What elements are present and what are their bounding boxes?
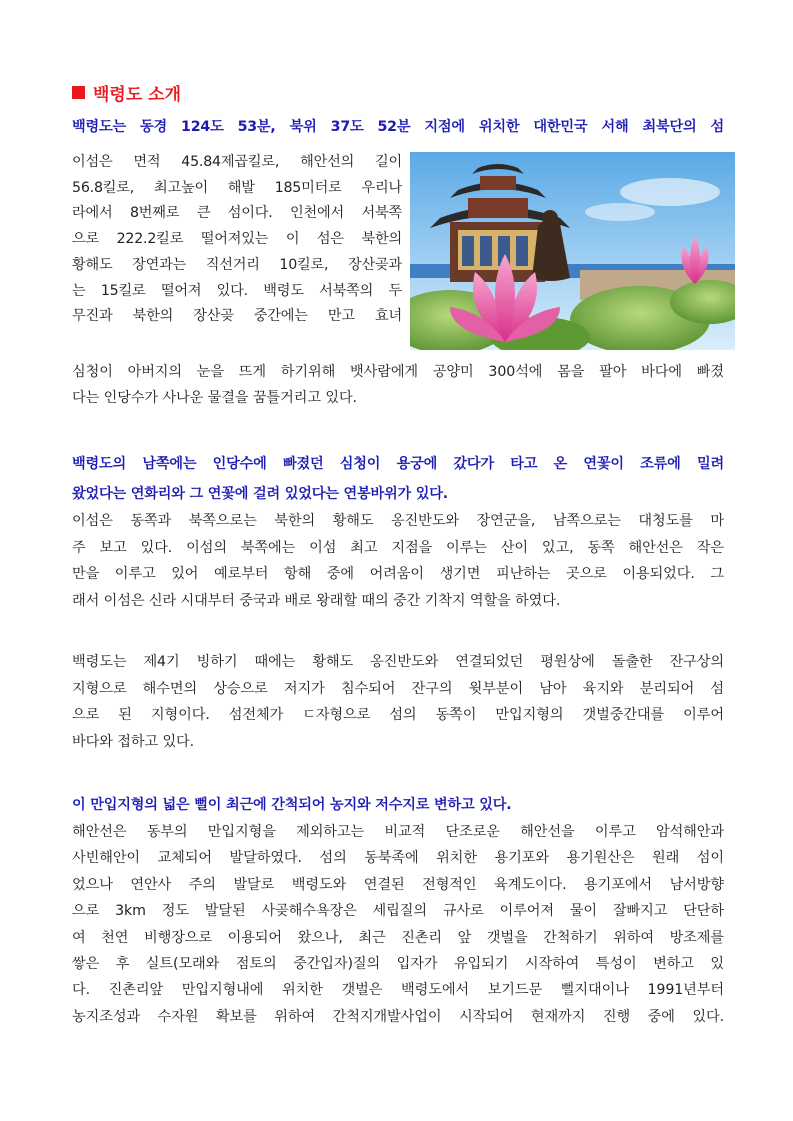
intro-line: 56.8킬로, 최고높이 해발 185미터로 우리나 xyxy=(72,179,402,196)
text-line: 었으나 연안사 주의 발달로 백령도와 연결된 전형적인 육계도이다. 용기포에서 남서방향 xyxy=(72,876,724,893)
text-line: 사빈해안이 교체되어 발달하였다. 섬의 동북족에 위치한 용기포와 용기원산은 원래 섬이 xyxy=(72,850,724,867)
intro-line: 는 15킬로 떨어져 있다. 백령도 서북쪽의 두 xyxy=(72,282,402,299)
text-line: 으로 3km 정도 발달된 사곶해수욕장은 세립질의 규사로 이루어져 물이 잘빠지고 단단하 xyxy=(72,903,724,920)
bullet-square-icon xyxy=(72,86,85,99)
text-line: 다. 진촌리앞 만입지형내에 위치한 갯벌은 백령도에서 보기드문 뻘지대이나 1991년부터 xyxy=(72,982,724,999)
subheading-reclamation xyxy=(72,792,724,818)
text-line: 심청이 아버지의 눈을 뜨게 하기위해 뱃사람에게 공양미 300석에 몸을 팔아 바다에 빠졌 xyxy=(72,364,724,380)
text-line: 만을 이루고 있어 예로부터 항해 중에 어려움이 생기면 피난하는 곳으로 이용되었다. 그 xyxy=(72,566,724,582)
text-line: 농지조성과 수자원 확보를 위하여 간척지개발사업이 시작되어 현재까지 진행 중에 있다. xyxy=(72,1008,724,1025)
text-line: 이섬은 동쪽과 북쪽으로는 북한의 황해도 옹진반도와 장연군을, 남쪽으로는 대청도를 마 xyxy=(72,513,724,529)
paragraph-formation xyxy=(72,649,724,755)
text-line: 여 천연 비행장으로 이용되어 왔으나, 최근 진촌리 앞 갯벌을 간척하기 위하여 방조제를 xyxy=(72,929,724,946)
paragraph-coastline xyxy=(72,819,724,1030)
subheading-line: 이 만입지형의 넓은 뻘이 최근에 간척되어 농지와 저수지로 변하고 있다. xyxy=(72,797,512,813)
pavilion-lotus-illustration xyxy=(410,152,735,350)
text-line: 해안선은 동부의 만입지형을 제외하고는 비교적 단조로운 해안선을 이루고 암석해안과 xyxy=(72,824,724,840)
intro-line: 무진과 북한의 장산곶 중간에는 만고 효녀 xyxy=(72,308,402,325)
subheading-line: 백령도의 남쪽에는 인당수에 빠졌던 심청이 용궁에 갔다가 타고 온 연꽃이 조류에 밀려 xyxy=(72,456,724,472)
paragraph-geography xyxy=(72,508,724,614)
pavilion-lotus-photo xyxy=(410,152,735,350)
intro-paragraph xyxy=(72,150,402,330)
section-heading-text: 백령도 소개 xyxy=(93,85,182,105)
text-line: 바다와 접하고 있다. xyxy=(72,733,195,750)
text-line: 으로 된 지형이다. 섬전체가 ㄷ자형으로 섬의 동쪽이 만입지형의 갯벌중간대를 이루어 xyxy=(72,707,724,723)
text-line: 백령도는 제4기 빙하기 때에는 황해도 옹진반도와 연결되었던 평원상에 돌출한 잔구상의 xyxy=(72,654,724,670)
subheading-location: 백령도는 동경 124도 53분, 북위 37도 52분 지점에 위치한 대한민국 서해 최북단의 섬 xyxy=(72,119,724,135)
text-line: 지형으로 해수면의 상승으로 저지가 침수되어 잔구의 윗부분이 남아 육지와 분리되어 섬 xyxy=(72,680,724,697)
text-line: 래서 이섬은 신라 시대부터 중국과 배로 왕래할 때의 중간 기착지 역할을 하였다. xyxy=(72,592,561,609)
intro-line: 황해도 장연과는 직선거리 10킬로, 장산곶과 xyxy=(72,256,402,273)
section-heading xyxy=(72,80,181,105)
text-line: 쌓은 후 실트(모래와 점토의 중간입자)질의 입자가 유입되기 시작하여 특성이 변하고 있 xyxy=(72,956,724,973)
intro-line: 이섬은 면적 45.84제곱킬로, 해안선의 길이 xyxy=(72,154,402,170)
subheading-line: 왔었다는 연화리와 그 연꽃에 걸려 있었다는 연봉바위가 있다. xyxy=(72,486,448,502)
intro-line: 으로 222.2킬로 떨어져있는 이 섬은 북한의 xyxy=(72,231,402,248)
text-line: 다는 인당수가 사나운 물결을 꿈틀거리고 있다. xyxy=(72,389,357,406)
text-line: 주 보고 있다. 이섬의 북쪽에는 이섬 최고 지점을 이루는 산이 있고, 동쪽 해안선은 작은 xyxy=(72,539,724,556)
subheading-lotus-legend xyxy=(72,449,724,509)
intro-continuation xyxy=(72,360,724,411)
intro-line: 라에서 8번째로 큰 섬이다. 인천에서 서북쪽 xyxy=(72,205,402,222)
